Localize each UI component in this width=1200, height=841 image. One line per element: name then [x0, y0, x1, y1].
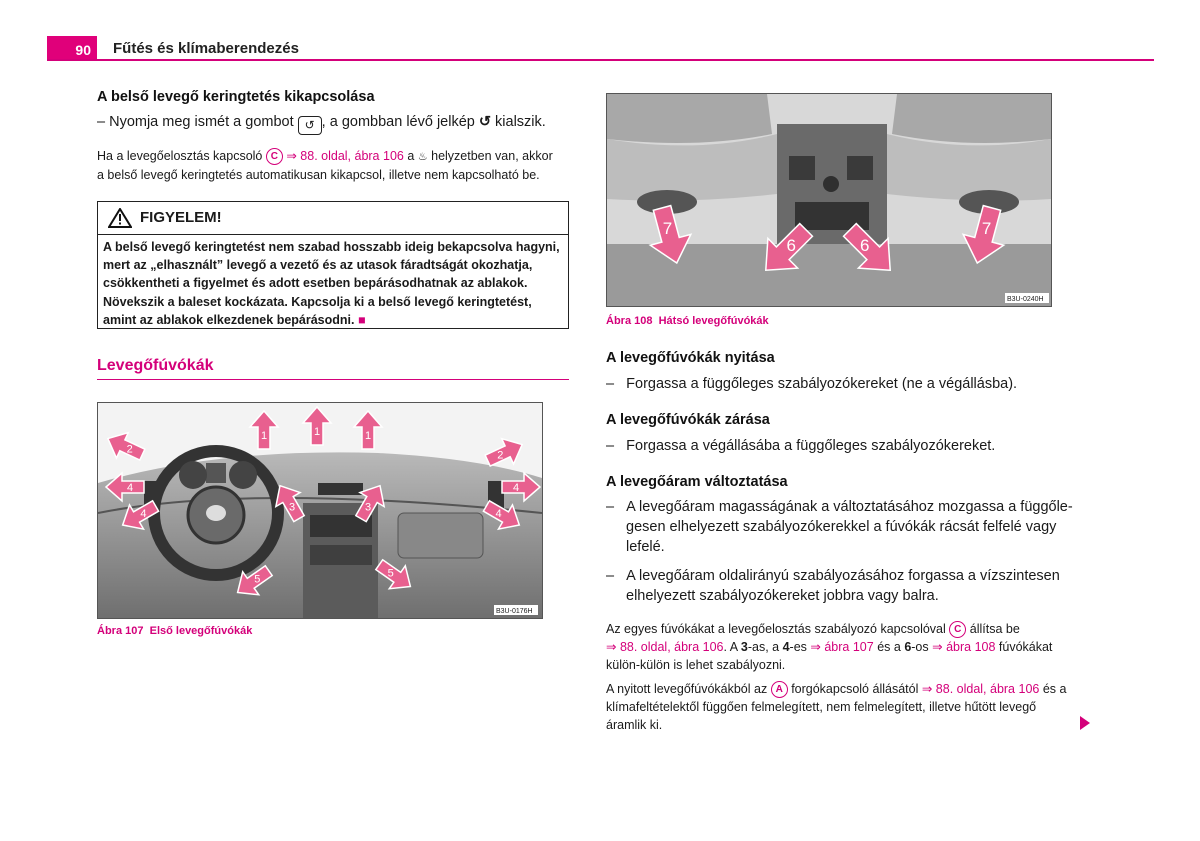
figure-front-vents [97, 402, 543, 619]
control-c-icon: C [266, 148, 283, 165]
page-header-title: Fűtés és klímaberendezés [113, 40, 299, 57]
link-fig108[interactable]: ⇒ ábra 108 [932, 640, 996, 654]
airflow-arrow-label: 1 [260, 430, 268, 442]
link-fig107[interactable]: ⇒ ábra 107 [810, 640, 874, 654]
warning-triangle-icon [108, 208, 132, 228]
step-open-vents: – Forgassa a függőleges szabályozókereket (ne a végállásba). [606, 376, 1018, 392]
warning-title: FIGYELEM! [140, 209, 222, 226]
control-c-icon: C [949, 621, 966, 638]
fig108-label: Ábra 108 [606, 315, 653, 327]
fig107-label: Ábra 107 [97, 625, 144, 637]
airflow-arrow-label: 2 [497, 449, 504, 462]
defrost-icon: ♨ [417, 151, 428, 163]
header-rule [47, 59, 1154, 61]
para-distribution [97, 147, 572, 184]
para1-line2: a belső levegő keringtetés automatikusan kikapcsol, illetve nem kapcsolható be. [97, 168, 540, 182]
next-page-arrow-icon[interactable] [1080, 716, 1090, 730]
link-page88-fig106[interactable]: ⇒ 88. oldal, ábra 106 [606, 640, 724, 654]
figure-rear-vents [606, 93, 1052, 307]
para1-text-b: a [407, 149, 415, 163]
airflow-arrow-label: 5 [254, 573, 261, 586]
fig108-text: Hátsó levegőfúvókák [658, 315, 769, 327]
rear-console-illustration [607, 94, 1051, 306]
airflow-arrow-label: 4 [512, 482, 520, 494]
step-flow-side: – A levegőáram oldalirányú szabályozásához forgassa a vízszintesen elhelyezett szabályozókereket jobbra vagy balra. [606, 568, 1060, 604]
para-air-temperature: A nyitott levegőfúvókákból az A forgókapcsoló állásától ⇒ 88. oldal, ábra 106 és a klímafeltételektől függően felmelegített, nem felmelegített, illetve hűtött levegő áramlik ki. [606, 682, 1067, 732]
step-press-button [97, 112, 546, 135]
step-text-3: kialszik. [495, 114, 546, 130]
heading-recirc-off: A belső levegő keringtetés kikapcsolása [97, 89, 375, 105]
heading-close-vents: A levegőfúvókák zárása [606, 412, 770, 428]
control-a-icon: A [771, 681, 788, 698]
airflow-arrow-label: 4 [495, 508, 502, 520]
airflow-arrow-label: 1 [364, 430, 372, 442]
heading-open-vents: A levegőfúvókák nyitása [606, 350, 775, 366]
step-text-1: – Nyomja meg ismét a gombot [97, 114, 294, 130]
warning-box [97, 201, 569, 329]
airflow-arrow-label: 6 [786, 235, 796, 255]
figure-108-caption [606, 315, 769, 327]
airflow-arrow-label: 3 [364, 501, 372, 514]
section-rule [97, 379, 569, 380]
figure-107-caption [97, 625, 252, 637]
figure-107-code: B3U-0176H [496, 608, 533, 615]
link-page88-fig106[interactable]: ⇒ 88. oldal, ábra 106 [286, 149, 404, 163]
link-page88-fig106-2[interactable]: ⇒ 88. oldal, ábra 106 [921, 682, 1040, 696]
page-number: 90 [47, 36, 97, 60]
heading-change-flow: A levegőáram változtatása [606, 474, 788, 490]
fig107-text: Első levegőfúvókák [149, 625, 253, 637]
warning-text: A belső levegő keringtetést nem szabad hosszabb ideig bekapcsolva hagyni, mert az „elhasznált” levegő a vezető és az utasok fáradtságát okozhatja, csökkentheti a figyelmet és adott esetben bepárásodhatnak az ablakok. Növekszik a baleset kockázata. Kapcsolja ki a belső levegő keringtetést, amint az ablakok elkezdenek bepárásodni. ■ [103, 240, 560, 327]
dashboard-illustration [98, 403, 542, 618]
airflow-arrow-label: 4 [126, 482, 134, 494]
para1-text-c: helyzetben van, akkor [431, 149, 553, 163]
para-individual-vents: Az egyes fúvókákat a levegőelosztás szabályozó kapcsolóval C állítsa be ⇒ 88. oldal, ábra 106. A 3-as, a 4-es ⇒ ábra 107 és a 6-os ⇒ ábra 108 fúvókákat külön-külön is lehet szabályozni. [606, 622, 1053, 672]
airflow-arrow-label: 4 [140, 508, 147, 520]
step-flow-height: – A levegőáram magasságának a változtatásához mozgassa a függőle- gesen elhelyezett szabályozókerekkel a fúvókák rácsát felfelé vagy lefelé. [606, 499, 1073, 555]
airflow-arrow-label: 5 [387, 567, 394, 580]
end-square-icon: ■ [357, 312, 366, 327]
airflow-arrow-label: 7 [662, 219, 673, 239]
step-close-vents: – Forgassa a végállásába a függőleges szabályozókereket. [606, 438, 996, 454]
para1-text-a: Ha a levegőelosztás kapcsoló [97, 149, 263, 163]
recirculation-symbol-icon: ↺ [478, 114, 492, 130]
figure-108-code: B3U-0240H [1007, 296, 1044, 303]
recirculation-button-icon: ↺ [298, 116, 322, 135]
airflow-arrow-label: 6 [860, 235, 870, 255]
warning-header [98, 202, 568, 235]
airflow-arrow-label: 7 [981, 219, 992, 239]
airflow-arrow-label: 2 [126, 443, 133, 456]
airflow-arrow-label: 1 [313, 426, 321, 438]
section-title-vents: Levegőfúvókák [97, 357, 214, 374]
step-text-2: , a gombban lévő jelkép [321, 114, 475, 130]
airflow-arrow-label: 3 [288, 501, 296, 514]
